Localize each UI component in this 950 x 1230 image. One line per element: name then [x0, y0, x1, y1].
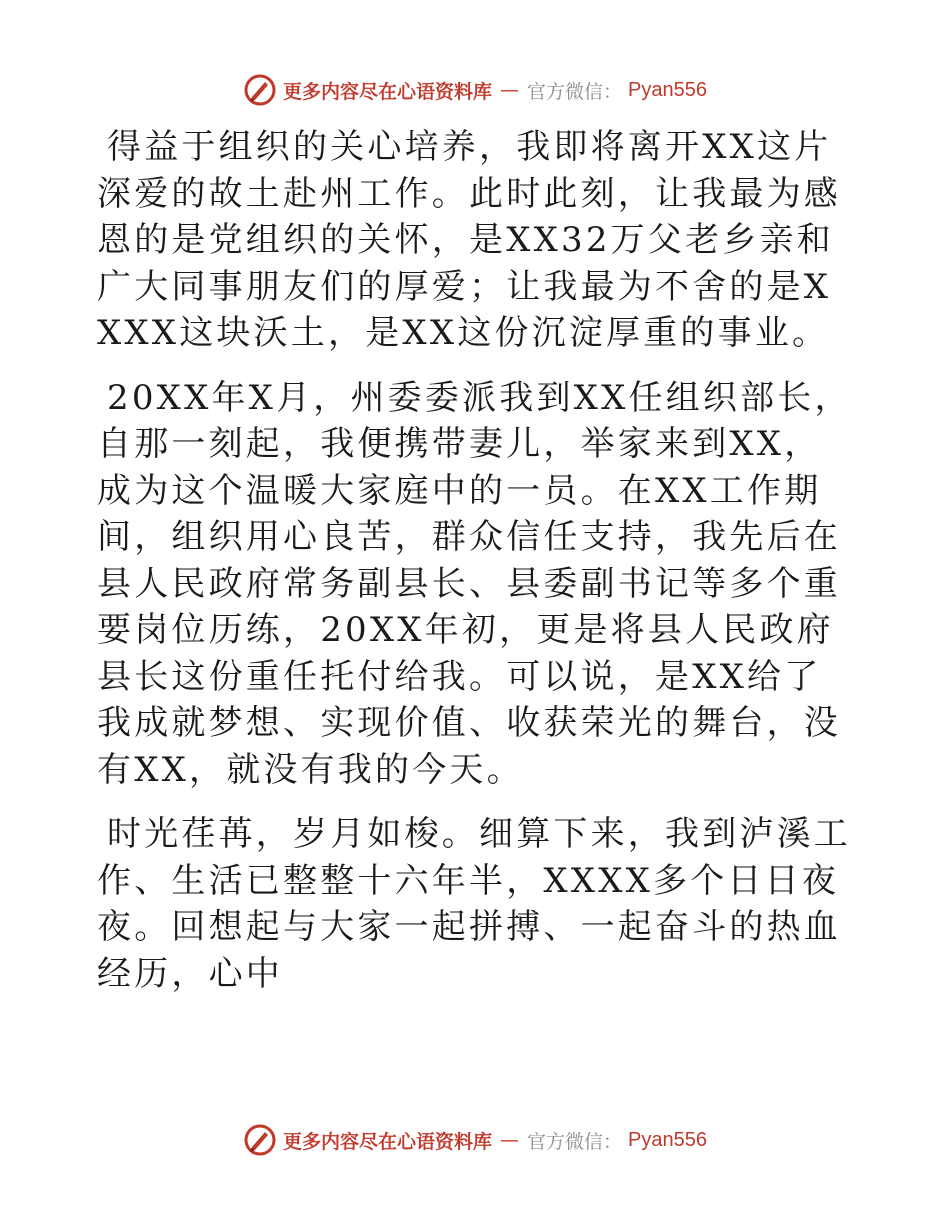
- pen-seal-icon: [243, 1123, 277, 1157]
- pen-seal-icon: [243, 73, 277, 107]
- banner-wechat-handle: Pyan556: [628, 1128, 707, 1151]
- banner-dash: —: [500, 1129, 520, 1151]
- banner-wechat-label: 官方微信：: [527, 80, 623, 103]
- paragraph-1: 得益于组织的关心培养，我即将离开XX这片深爱的故土赴州工作。此时此刻，让我最为感恩的是党组织的关怀，是XX32万父老乡亲和广大同事朋友们的厚爱；让我最为不舍的是XXXX这块沃土，是XX这份沉淀厚重的事业。: [97, 127, 841, 353]
- banner-brand: 更多内容尽在心语资料库: [283, 1130, 493, 1153]
- paragraph-2: 20XX年X月，州委委派我到XX任组织部长，自那一刻起，我便携带妻儿，举家来到XX，成为这个温暖大家庭中的一员。在XX工作期间，组织用心良苦，群众信任支持，我先后在县人民政府常务副县长、县委副书记等多个重要岗位历练，20XX年初，更是将县人民政府县长这份重任托付给我。可以说，是XX给了我成就梦想、实现价值、收获荣光的舞台，没有XX，就没有我的今天。: [97, 377, 852, 790]
- banner-brand: 更多内容尽在心语资料库: [283, 80, 493, 103]
- paragraph-3: 时光荏苒，岁月如梭。细算下来，我到泸溪工作、生活已整整十六年半，XXXX多个日日夜夜。回想起与大家一起拼搏、一起奋斗的热血经历，心中: [97, 814, 851, 994]
- banner-wechat-handle: Pyan556: [628, 78, 707, 101]
- header-banner: [0, 70, 950, 110]
- footer-banner: [0, 1120, 950, 1160]
- banner-wechat-label: 官方微信：: [527, 1130, 623, 1153]
- document-body: [97, 124, 857, 1015]
- banner-dash: —: [500, 79, 520, 101]
